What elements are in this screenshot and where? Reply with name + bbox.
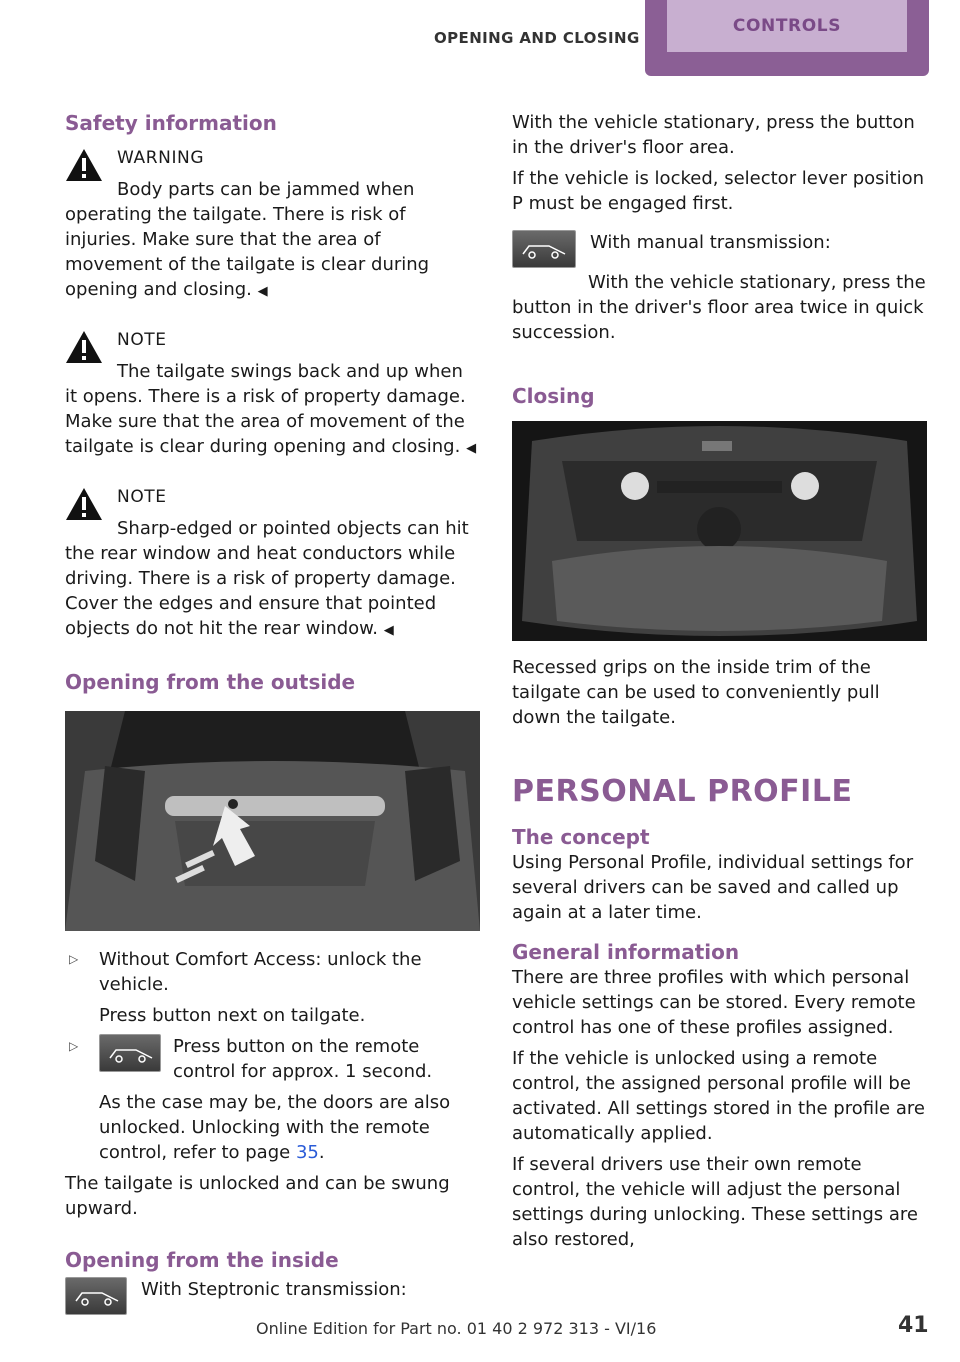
- tailgate-inside-image: [512, 421, 927, 641]
- general-p1: There are three profiles with which personal vehicle settings can be stored. Every remote control has one of these profiles assigned.: [512, 967, 916, 1038]
- right-p2: If the vehicle is locked, selector lever position P must be engaged first.: [512, 168, 925, 214]
- note-label-1: NOTE: [117, 330, 167, 350]
- end-marker-icon: ◀: [466, 441, 477, 456]
- safety-title: Safety information: [65, 111, 277, 135]
- concept-text: Using Personal Profile, individual settings for several drivers can be saved and called up again at a later time.: [512, 852, 914, 923]
- page-link-35[interactable]: 35: [295, 1142, 319, 1163]
- steptronic-car-icon: [65, 1277, 127, 1315]
- right-p1: With the vehicle stationary, press the button in the driver's floor area.: [512, 112, 915, 158]
- closing-title: Closing: [512, 384, 595, 408]
- manual-car-icon: [512, 230, 576, 268]
- closing-text: Recessed grips on the inside trim of the tailgate can be used to conveniently pull down the tailgate.: [512, 657, 880, 728]
- manual-label: With manual transmission:: [590, 232, 831, 253]
- footer-edition: Online Edition for Part no. 01 40 2 972 313 - VI/16: [256, 1319, 657, 1338]
- general-p2: If the vehicle is unlocked using a remote control, the assigned personal profile will be activated. All settings stored in the profile are automatically applied.: [512, 1048, 925, 1144]
- end-marker-icon: ◀: [257, 284, 268, 299]
- note-block-1: [65, 328, 480, 461]
- general-title: General information: [512, 940, 740, 964]
- note-text-1: The tailgate swings back and up when it opens. There is a risk of property damage. Make sure that the area of movement of the tailgate is clear during opening and closing.: [65, 361, 466, 457]
- note-text-2: Sharp-edged or pointed objects can hit the rear window and heat conductors while driving. There is a risk of property damage. Cover the edges and ensure that pointed objects do not hit the rear window.: [65, 518, 469, 639]
- profile-title: PERSONAL PROFILE: [512, 774, 853, 809]
- bullet1-text-a: Without Comfort Access: unlock the vehicle.: [99, 949, 422, 995]
- header-section: OPENING AND CLOSING: [434, 29, 640, 47]
- bullet-arrow-icon: ▷: [69, 952, 79, 966]
- page-number: 41: [898, 1313, 929, 1338]
- concept-title: The concept: [512, 825, 650, 849]
- unlocked-text: The tailgate is unlocked and can be swung upward.: [65, 1173, 450, 1219]
- left-column: [65, 110, 480, 1315]
- warning-icon: [65, 148, 103, 182]
- header-tab: [645, 0, 929, 76]
- note-label-2: NOTE: [117, 487, 167, 507]
- inside-title: Opening from the inside: [65, 1248, 339, 1272]
- outside-title: Opening from the outside: [65, 670, 356, 694]
- bullet2-text-a: Press button on the remote control for approx. 1 second.: [173, 1036, 433, 1082]
- right-column: [512, 110, 930, 1252]
- warning-icon: [65, 330, 103, 364]
- general-p3: If several drivers use their own remote control, the vehicle will adjust the personal settings during unlocking. These settings are also restored,: [512, 1154, 918, 1250]
- steptronic-text: With Steptronic transmission:: [141, 1279, 407, 1300]
- manual-text: With the vehicle stationary, press the button in the driver's floor area twice in quick succession.: [512, 272, 926, 343]
- warning-text: Body parts can be jammed when operating the tailgate. There is risk of injuries. Make sure that the area of movement of the tailgate is clear during opening and closing.: [65, 179, 430, 300]
- end-marker-icon: ◀: [383, 623, 394, 638]
- warning-label: WARNING: [117, 148, 205, 168]
- warning-block: [65, 146, 480, 304]
- warning-icon: [65, 487, 103, 521]
- bullet2-text-b: As the case may be, the doors are also unlocked. Unlocking with the remote control, refer to page: [99, 1092, 451, 1163]
- bullet-arrow-icon: ▷: [69, 1039, 79, 1053]
- bullet1-text-b: Press button next on tailgate.: [99, 1005, 366, 1026]
- bullet-item-1: [65, 947, 480, 1028]
- header-tab-label: CONTROLS: [732, 15, 842, 36]
- bullet-item-2: ▷ Press button on the remote control for approx. 1 second. As the case may be, the doors are also unlocked. Unlocking with the remote control, refer to page 35.: [65, 1034, 480, 1165]
- note-block-2: [65, 485, 480, 643]
- tailgate-outside-image: [65, 711, 480, 931]
- remote-tailgate-icon: [99, 1034, 161, 1072]
